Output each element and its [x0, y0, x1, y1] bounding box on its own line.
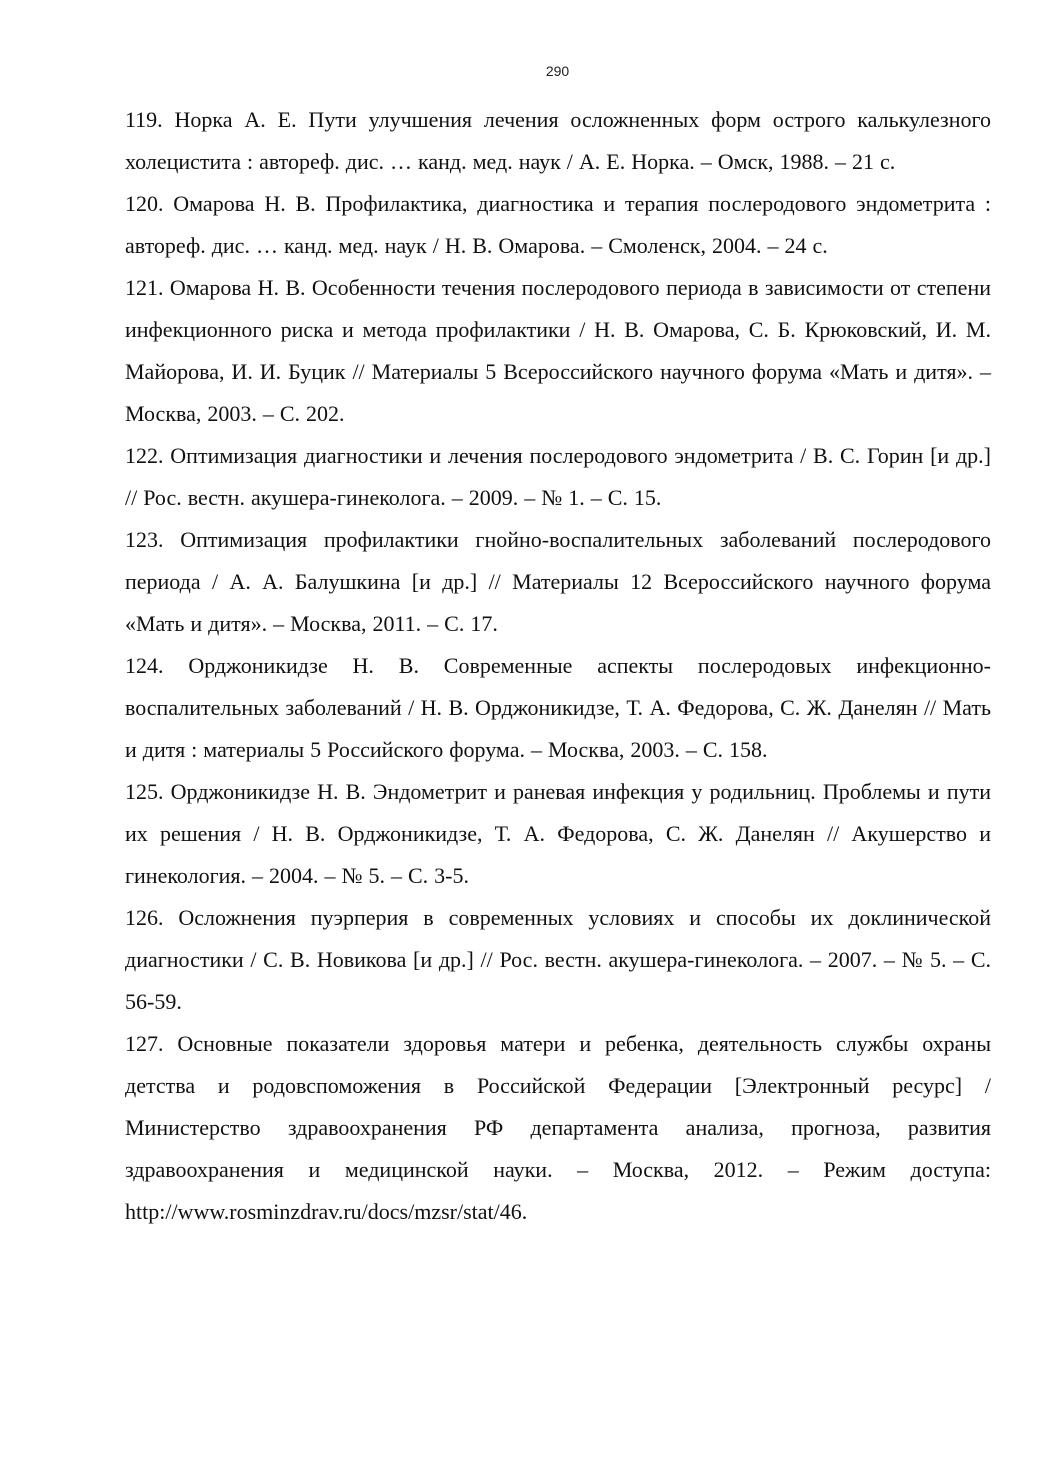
- reference-list: [125, 99, 991, 1233]
- reference-item-123: 123. Оптимизация профилактики гнойно-воспалительных заболеваний послеродового периода / А. А. Балушкина [и др.] // Материалы 12 Всероссийского научного форума «Мать и дитя». – Москва, 2011. – С. 17.: [125, 527, 991, 636]
- reference-item-125: 125. Орджоникидзе Н. В. Эндометрит и раневая инфекция у родильниц. Проблемы и пути их решения / Н. В. Орджоникидзе, Т. А. Федорова, С. Ж. Данелян // Акушерство и гинекология. – 2004. – № 5. – С. 3-5.: [125, 779, 991, 888]
- reference-item-121: 121. Омарова Н. В. Особенности течения послеродового периода в зависимости от степени инфекционного риска и метода профилактики / Н. В. Омарова, С. Б. Крюковский, И. М. Майорова, И. И. Буцик // Материалы 5 Всероссийского научного форума «Мать и дитя». – Москва, 2003. – С. 202.: [125, 275, 991, 426]
- reference-item-122: 122. Оптимизация диагностики и лечения послеродового эндометрита / В. С. Горин [и др.] // Рос. вестн. акушера-гинеколога. – 2009. – № 1. – С. 15.: [125, 443, 991, 510]
- reference-item-120: 120. Омарова Н. В. Профилактика, диагностика и терапия послеродового эндометрита : автореф. дис. … канд. мед. наук / Н. В. Омарова. – Смоленск, 2004. – 24 с.: [125, 191, 991, 258]
- reference-item-127: 127. Основные показатели здоровья матери и ребенка, деятельность службы охраны детства и родовспоможения в Российской Федерации [Электронный ресурс] / Министерство здравоохранения РФ департамента анализа, прогноза, развития здравоохранения и медицинской науки. – Москва, 2012. – Режим доступа: http://www.rosminzdrav.ru/docs/mzsr/stat/46.: [125, 1031, 991, 1224]
- page-number: 290: [545, 63, 570, 79]
- reference-item-119: 119. Норка А. Е. Пути улучшения лечения осложненных форм острого калькулезного холецистита : автореф. дис. … канд. мед. наук / А. Е. Норка. – Омск, 1988. – 21 с.: [125, 107, 991, 174]
- reference-item-124: 124. Орджоникидзе Н. В. Современные аспекты послеродовых инфекционно-воспалительных заболеваний / Н. В. Орджоникидзе, Т. А. Федорова, С. Ж. Данелян // Мать и дитя : материалы 5 Российского форума. – Москва, 2003. – С. 158.: [125, 653, 991, 762]
- reference-item-126: 126. Осложнения пуэрперия в современных условиях и способы их доклинической диагностики / С. В. Новикова [и др.] // Рос. вестн. акушера-гинеколога. – 2007. – № 5. – С. 56-59.: [125, 905, 991, 1014]
